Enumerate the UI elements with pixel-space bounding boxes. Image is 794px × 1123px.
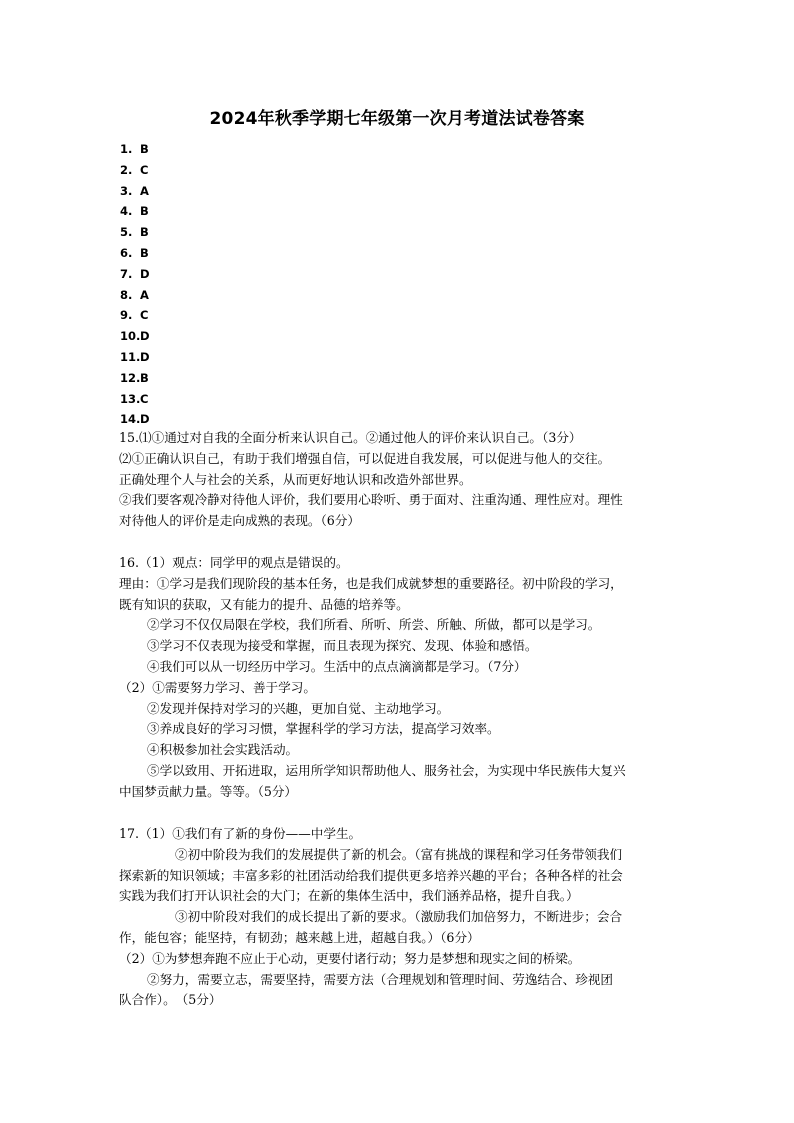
answer-item bbox=[120, 326, 420, 347]
answer-letter: A bbox=[140, 183, 149, 198]
answer-line: 探索新的知识领域；丰富多彩的社团活动给我们提供更多培养兴趣的平台；各种各样的社会 bbox=[119, 867, 623, 883]
answer-line: 对待他人的评价是走向成熟的表现。（6分） bbox=[119, 513, 360, 529]
answer-letter: B bbox=[140, 204, 149, 219]
answer-letter: B bbox=[140, 142, 149, 156]
answer-line: ③初中阶段对我们的成长提出了新的要求。（激励我们加倍努力，不断进步；会合 bbox=[175, 909, 623, 925]
question-16-answer bbox=[119, 553, 684, 803]
answer-line: ②努力，需要立志，需要坚持，需要方法（合理规划和管理时间、劳逸结合、珍视团 bbox=[147, 971, 613, 987]
answer-number: 6. bbox=[120, 245, 133, 260]
answer-letter: D bbox=[140, 412, 150, 427]
answer-number: 1. bbox=[120, 142, 133, 156]
answer-line: ②发现并保持对学习的兴趣，更加自觉、主动地学习。 bbox=[147, 700, 450, 716]
answer-item bbox=[120, 347, 420, 368]
answer-number: 9. bbox=[120, 308, 133, 323]
answer-item bbox=[120, 285, 420, 306]
answer-letter: C bbox=[140, 391, 149, 406]
answer-line: ④积极参加社会实践活动。 bbox=[147, 742, 299, 758]
page-title: 2024年秋季学期七年级第一次月考道法试卷答案 bbox=[209, 109, 585, 129]
answer-letter: C bbox=[140, 308, 149, 323]
multiple-choice-answers bbox=[120, 139, 420, 430]
answer-number: 14. bbox=[120, 412, 141, 427]
answer-number: 4. bbox=[120, 204, 133, 219]
answer-line: 16.（1）观点：同学甲的观点是错误的。 bbox=[119, 555, 349, 570]
answer-line: 17.（1）①我们有了新的身份——中学生。 bbox=[119, 826, 362, 841]
answer-letter: D bbox=[140, 349, 150, 364]
answer-line: ②我们要客观冷静对待他人评价，我们要用心聆听、勇于面对、注重沟通、理性应对。理性 bbox=[119, 492, 623, 508]
question-17-answer bbox=[119, 824, 684, 1011]
answer-number: 3. bbox=[120, 183, 133, 198]
answer-line: 作，能包容；能坚持，有韧劲；越来越上进，超越自我。）（6分） bbox=[119, 929, 480, 945]
answer-letter: B bbox=[140, 245, 149, 260]
answer-line: 中国梦贡献力量。等等。（5分） bbox=[119, 783, 298, 799]
question-15-answer bbox=[119, 428, 684, 532]
answer-line: ④我们可以从一切经历中学习。生活中的点点滴滴都是学习。（7分） bbox=[147, 658, 527, 674]
answer-item bbox=[120, 368, 420, 389]
answer-item bbox=[120, 201, 420, 222]
answer-number: 8. bbox=[120, 287, 133, 302]
answer-number: 5. bbox=[120, 225, 133, 240]
answer-item bbox=[120, 264, 420, 285]
answer-number: 2. bbox=[120, 162, 133, 177]
answer-letter: D bbox=[140, 266, 150, 281]
answer-item bbox=[120, 181, 420, 202]
answer-line: ③养成良好的学习习惯，掌握科学的学习方法，提高学习效率。 bbox=[147, 721, 500, 737]
answer-item bbox=[120, 243, 420, 264]
answer-letter: C bbox=[140, 162, 149, 177]
answer-line: ②初中阶段为我们的发展提供了新的机会。（富有挑战的课程和学习任务带领我们 bbox=[175, 846, 623, 862]
answer-item bbox=[120, 139, 420, 160]
answer-item bbox=[120, 222, 420, 243]
answer-number: 11. bbox=[120, 349, 141, 364]
answer-line: （2）①为梦想奔跑不应止于心动，更要付诸行动；努力是梦想和现实之间的桥梁。 bbox=[119, 950, 581, 966]
answer-item bbox=[120, 160, 420, 181]
answer-item bbox=[120, 305, 420, 326]
answer-item bbox=[120, 389, 420, 410]
answer-number: 7. bbox=[120, 266, 133, 281]
answer-number: 12. bbox=[120, 370, 141, 385]
answer-letter: B bbox=[140, 225, 149, 240]
answer-line: 既有知识的获取，又有能力的提升、品德的培养等。 bbox=[119, 596, 409, 612]
answer-letter: A bbox=[140, 287, 149, 302]
answer-line: 15.⑴①通过对自我的全面分析来认识自己。②通过他人的评价来认识自己。（3分） bbox=[119, 430, 582, 445]
answer-line: ②学习不仅仅局限在学校，我们所看、所听、所尝、所触、所做，都可以是学习。 bbox=[147, 617, 601, 633]
answer-letter: D bbox=[140, 329, 150, 344]
answer-line: 理由：①学习是我们现阶段的基本任务，也是我们成就梦想的重要路径。初中阶段的学习， bbox=[119, 575, 623, 591]
answer-line: ③学习不仅表现为接受和掌握，而且表现为探究、发现、体验和感悟。 bbox=[147, 638, 538, 654]
answer-letter: B bbox=[140, 370, 149, 385]
answer-line: 实践为我们打开认识社会的大门；在新的集体生活中，我们涵养品格，提升自我。） bbox=[119, 888, 579, 904]
answer-number: 10. bbox=[120, 329, 141, 344]
answer-line: 正确处理个人与社会的关系，从而更好地认识和改造外部世界。 bbox=[119, 471, 472, 487]
answer-line: ⑤学以致用、开拓进取，运用所学知识帮助他人、服务社会，为实现中华民族伟大复兴 bbox=[147, 762, 626, 778]
answer-line: ⑵①正确认识自己，有助于我们增强自信，可以促进自我发展，可以促进与他人的交往。 bbox=[119, 450, 611, 466]
answer-line: 队合作）。 （5分） bbox=[119, 992, 222, 1008]
answer-number: 13. bbox=[120, 391, 141, 406]
answer-line: （2）①需要努力学习、善于学习。 bbox=[119, 679, 316, 695]
